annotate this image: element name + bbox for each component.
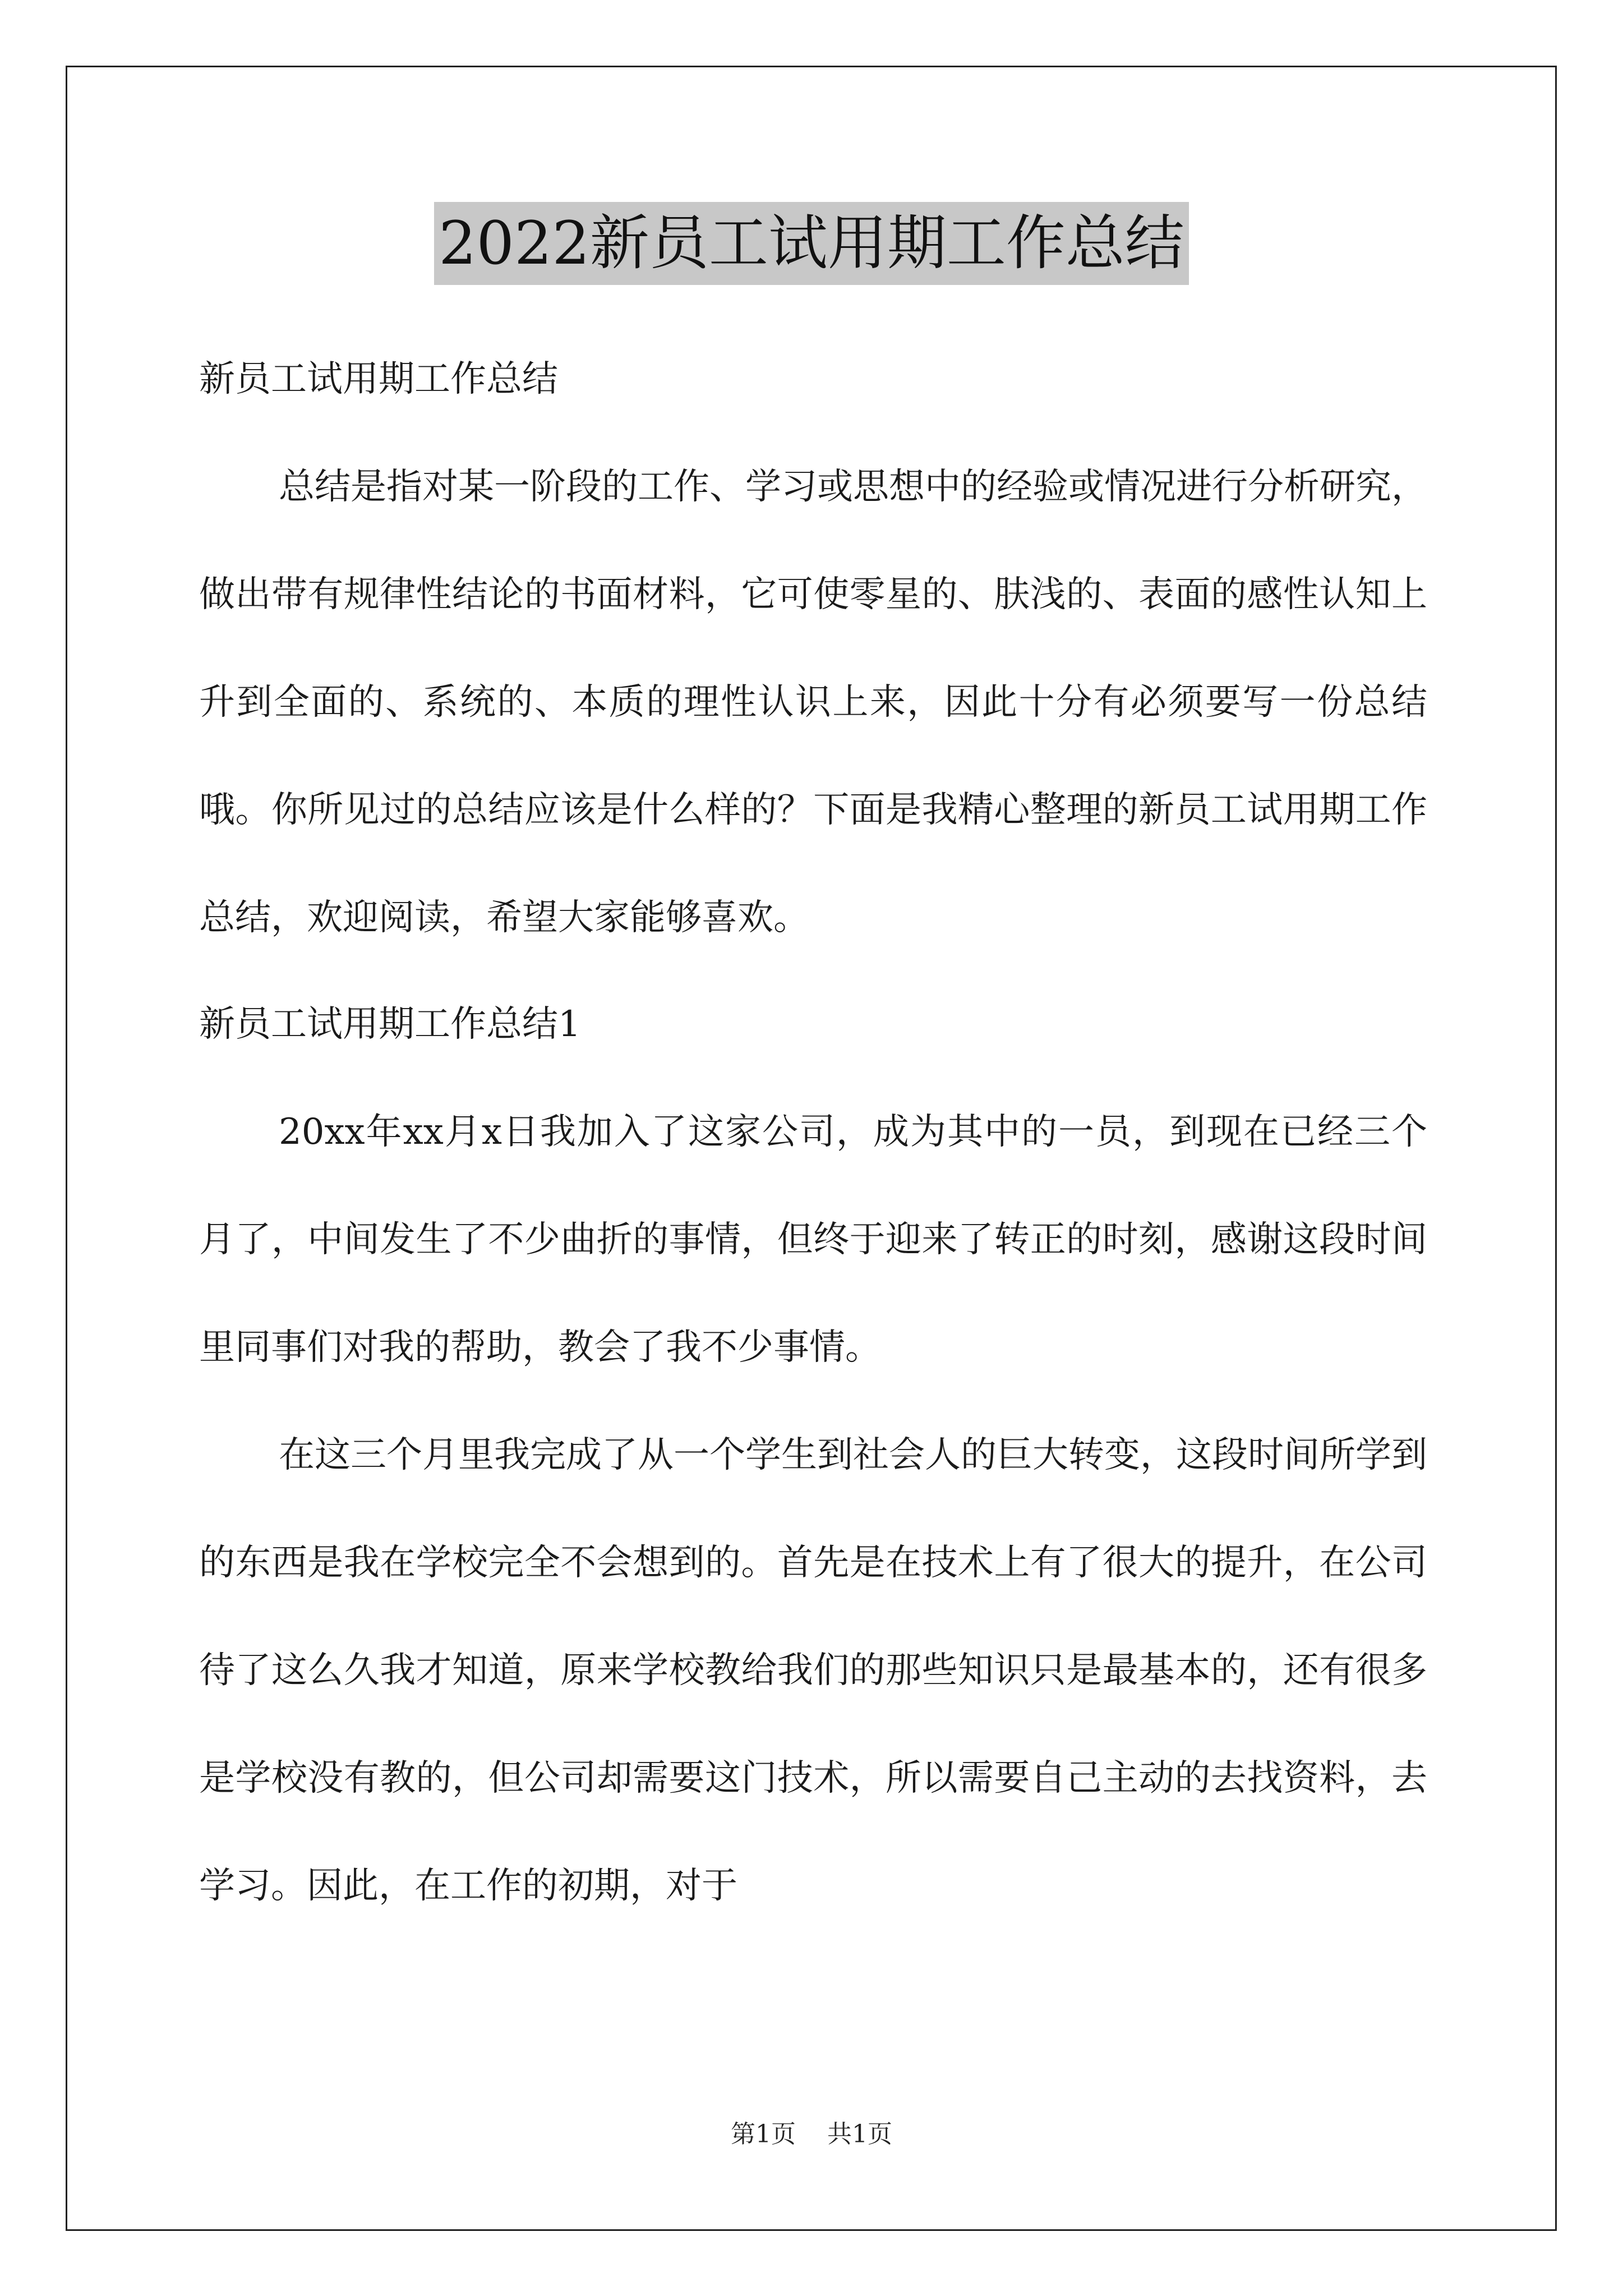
paragraph: 总结是指对某一阶段的工作、学习或思想中的经验或情况进行分析研究，做出带有规律性结论的书面材料，它可使零星的、肤浅的、表面的感性认知上升到全面的、系统的、本质的理性认识上来，因此十分有必须要写一份总结哦。你所见过的总结应该是什么样的？下面是我精心整理的新员工试用期工作总结，欢迎阅读，希望大家能够喜欢。 [199,466,1427,938]
document-body [199,352,1427,1940]
section-heading: 新员工试用期工作总结 [199,358,558,400]
page-footer [0,2118,1623,2151]
page-total: 共1页 [827,2120,892,2148]
title-container [0,202,1623,285]
page-number: 第1页 [731,2120,796,2148]
section-heading: 新员工试用期工作总结1 [199,1004,581,1045]
document-title: 2022新员工试用期工作总结 [434,202,1189,285]
paragraph: 在这三个月里我完成了从一个学生到社会人的巨大转变，这段时间所学到的东西是我在学校完全不会想到的。首先是在技术上有了很大的提升，在公司待了这么久我才知道，原来学校教给我们的那些知识只是最基本的，还有很多是学校没有教的，但公司却需要这门技术，所以需要自己主动的去找资料，去学习。因此，在工作的初期，对于 [199,1434,1427,1907]
paragraph: 20xx年xx月x日我加入了这家公司，成为其中的一员，到现在已经三个月了，中间发生了不少曲折的事情，但终于迎来了转正的时刻，感谢这段时间里同事们对我的帮助，教会了我不少事情。 [199,1111,1427,1368]
